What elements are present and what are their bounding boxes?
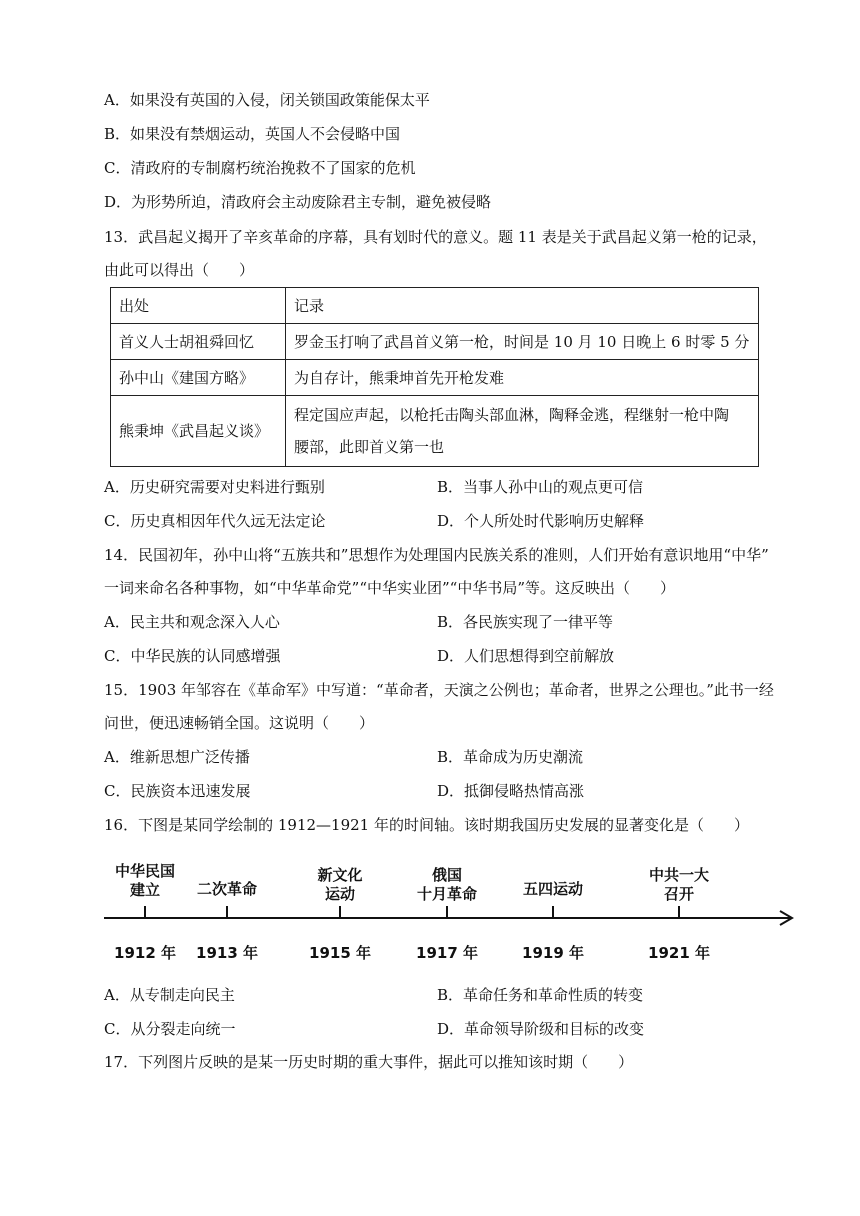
timeline-year-label: 1919 年 bbox=[522, 944, 584, 962]
timeline-event-label bbox=[649, 866, 709, 904]
table-row bbox=[111, 324, 759, 360]
timeline-event-text: 运动 bbox=[324, 885, 356, 903]
q14-option-c: C．中华民族的认同感增强 bbox=[104, 647, 281, 665]
q15-option-b: B．革命成为历史潮流 bbox=[437, 748, 584, 766]
q16-option-b: B．革命任务和革命性质的转变 bbox=[437, 986, 644, 1004]
timeline-event-label bbox=[523, 880, 583, 899]
table-cell-source: 首义人士胡祖舜回忆 bbox=[111, 324, 286, 360]
timeline-event-text: 五四运动 bbox=[522, 880, 584, 898]
q16-stem-line1: 16．下图是某同学绘制的 1912—1921 年的时间轴。该时期我国历史发展的显著变化是（ ） bbox=[104, 816, 749, 834]
timeline-event-text: 十月革命 bbox=[416, 885, 478, 903]
timeline-year-label: 1921 年 bbox=[648, 944, 710, 962]
q15-stem-line1: 15．1903 年邹容在《革命军》中写道：“革命者，天演之公例也；革命者，世界之公理也。”此书一经 bbox=[104, 681, 774, 699]
q12-option-a: A．如果没有英国的入侵，闭关锁国政策能保太平 bbox=[104, 91, 430, 109]
record-line: 腰部，此即首义第一也 bbox=[294, 438, 445, 456]
table-row bbox=[111, 396, 759, 467]
table-cell-record: 为自存计，熊秉坤首先开枪发难 bbox=[286, 360, 759, 396]
q12-option-b: B．如果没有禁烟运动，英国人不会侵略中国 bbox=[104, 125, 401, 143]
record-line: 程定国应声起，以枪托击陶头部血淋，陶释金逃，程继射一枪中陶 bbox=[294, 406, 730, 424]
table-cell-record: 罗金玉打响了武昌首义第一枪，时间是 10 月 10 日晚上 6 时零 5 分 bbox=[286, 324, 759, 360]
timeline-year-label: 1912 年 bbox=[114, 944, 176, 962]
q13-option-b: B．当事人孙中山的观点更可信 bbox=[437, 478, 644, 496]
timeline-event-label bbox=[197, 880, 257, 899]
timeline-year-label: 1915 年 bbox=[309, 944, 371, 962]
q16-option-c: C．从分裂走向统一 bbox=[104, 1020, 236, 1038]
q15-option-d: D．抵御侵略热情高涨 bbox=[437, 782, 585, 800]
timeline-year-label: 1917 年 bbox=[416, 944, 478, 962]
q12-option-c: C．清政府的专制腐朽统治挽救不了国家的危机 bbox=[104, 159, 416, 177]
timeline-event-text: 召开 bbox=[663, 885, 695, 903]
timeline-event-text: 中共一大 bbox=[648, 866, 710, 884]
q15-stem-line2: 问世，便迅速畅销全国。这说明（ ） bbox=[104, 714, 375, 732]
timeline-event-label bbox=[115, 862, 175, 900]
timeline-year-label: 1913 年 bbox=[196, 944, 258, 962]
table-cell-source: 孙中山《建国方略》 bbox=[111, 360, 286, 396]
q15-option-c: C．民族资本迅速发展 bbox=[104, 782, 251, 800]
q13-option-c: C．历史真相因年代久远无法定论 bbox=[104, 512, 326, 530]
q16-option-d: D．革命领导阶级和目标的改变 bbox=[437, 1020, 645, 1038]
timeline-event-text: 建立 bbox=[129, 881, 161, 899]
timeline-event-label bbox=[417, 866, 477, 904]
q12-option-d: D．为形势所迫，清政府会主动废除君主专制，避免被侵略 bbox=[104, 193, 492, 211]
q14-option-d: D．人们思想得到空前解放 bbox=[437, 647, 615, 665]
table-cell-source: 熊秉坤《武昌起义谈》 bbox=[111, 396, 286, 467]
timeline-figure bbox=[0, 850, 860, 970]
q13-stem-line2: 由此可以得出（ ） bbox=[104, 261, 255, 279]
q15-option-a: A．维新思想广泛传播 bbox=[104, 748, 250, 766]
q14-stem-line1: 14．民国初年，孙中山将“五族共和”思想作为处理国内民族关系的准则，人们开始有意识地用“中华” bbox=[104, 546, 769, 564]
table-row bbox=[111, 360, 759, 396]
q14-option-b: B．各民族实现了一律平等 bbox=[437, 613, 614, 631]
table-header-source: 出处 bbox=[111, 288, 286, 324]
timeline-event-text: 俄国 bbox=[431, 866, 463, 884]
q13-stem-line1: 13．武昌起义揭开了辛亥革命的序幕，具有划时代的意义。题 11 表是关于武昌起义第一枪的记录， bbox=[104, 228, 767, 246]
table-cell-record bbox=[286, 396, 759, 467]
timeline-event-text: 二次革命 bbox=[196, 880, 258, 898]
q13-source-table bbox=[110, 287, 759, 467]
table-header-record: 记录 bbox=[286, 288, 759, 324]
q14-option-a: A．民主共和观念深入人心 bbox=[104, 613, 280, 631]
timeline-event-text: 中华民国 bbox=[114, 862, 176, 880]
q13-option-d: D．个人所处时代影响历史解释 bbox=[437, 512, 645, 530]
q17-stem-line1: 17．下列图片反映的是某一历史时期的重大事件，据此可以推知该时期（ ） bbox=[104, 1053, 634, 1071]
q13-option-a: A．历史研究需要对史料进行甄别 bbox=[104, 478, 325, 496]
q14-stem-line2: 一词来命名各种事物，如“中华革命党”“中华实业团”“中华书局”等。这反映出（ ） bbox=[104, 579, 676, 597]
timeline-event-label bbox=[317, 866, 362, 904]
timeline-event-text: 新文化 bbox=[317, 866, 363, 884]
q16-option-a: A．从专制走向民主 bbox=[104, 986, 235, 1004]
table-header-row bbox=[111, 288, 759, 324]
